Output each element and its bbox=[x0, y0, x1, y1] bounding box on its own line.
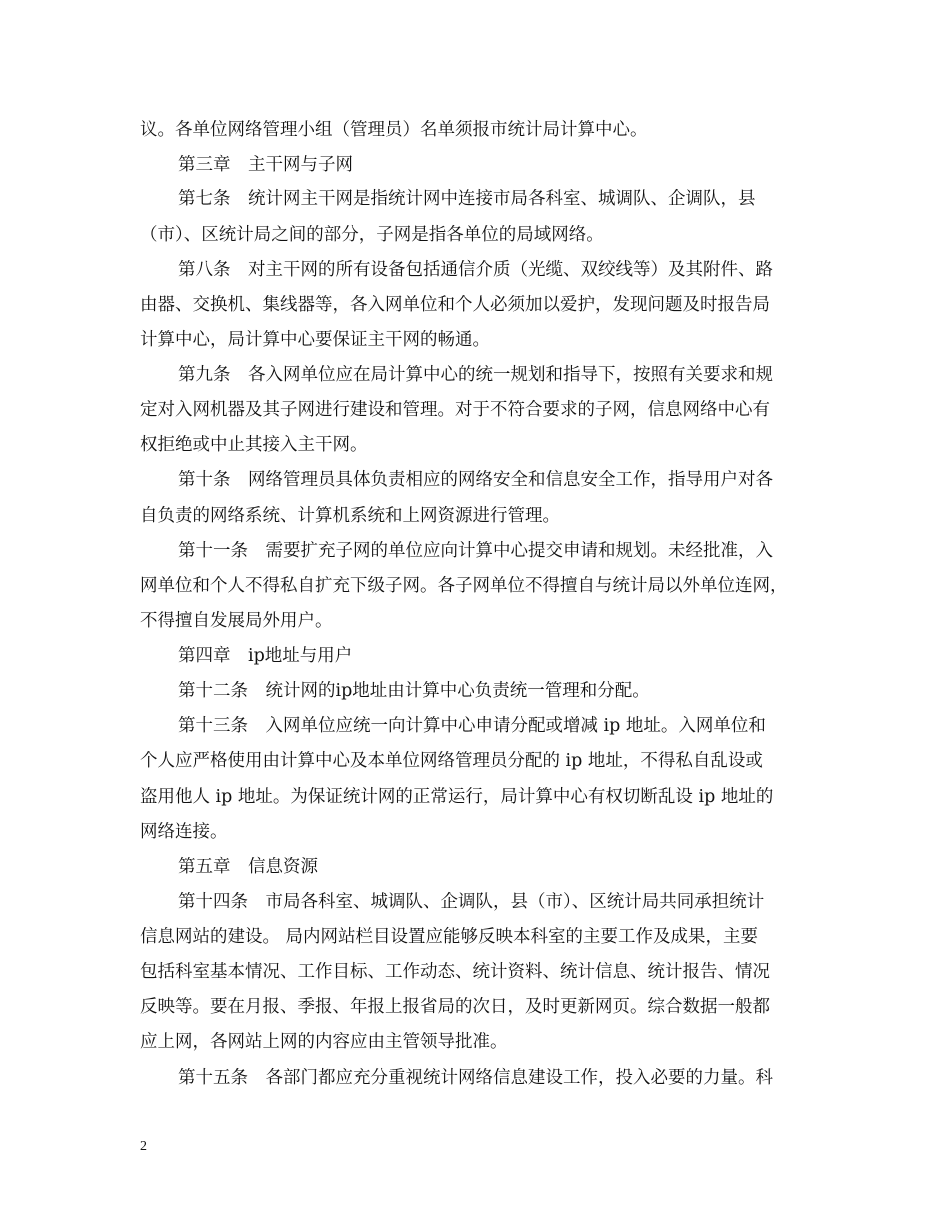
text-line: 自负责的网络系统、计算机系统和上网资源进行管理。 bbox=[140, 506, 560, 526]
text-line: 第十五条 各部门都应充分重视统计网络信息建设工作，投入必要的力量。科 bbox=[178, 1068, 773, 1088]
text-line: 第十二条 统计网的ip地址由计算中心负责统一管理和分配。 bbox=[178, 681, 650, 701]
text-line: 不得擅自发展局外用户。 bbox=[140, 611, 333, 631]
page-number: 2 bbox=[140, 1139, 147, 1154]
text-line: 由器、交换机、集线器等，各入网单位和个人必须加以爱护，发现问题及时报告局 bbox=[140, 295, 770, 315]
text-line: 包括科室基本情况、工作目标、工作动态、统计资料、统计信息、统计报告、情况 bbox=[140, 962, 770, 982]
text-line: 第九条 各入网单位应在局计算中心的统一规划和指导下，按照有关要求和规 bbox=[178, 365, 773, 385]
text-line: 信息网站的建设。 局内网站栏目设置应能够反映本科室的主要工作及成果，主要 bbox=[140, 927, 759, 947]
chapter-heading: 第四章 ip地址与用户 bbox=[178, 646, 353, 666]
text-line: 第十一条 需要扩充子网的单位应向计算中心提交申请和规划。未经批准，入 bbox=[178, 541, 773, 561]
text-line: 第十四条 市局各科室、城调队、企调队，县（市）、区统计局共同承担统计 bbox=[178, 892, 765, 912]
text-line: 网络连接。 bbox=[140, 822, 228, 842]
chapter-heading: 第三章 主干网与子网 bbox=[178, 155, 353, 175]
text-line: 盗用他人 ip 地址。为保证统计网的正常运行，局计算中心有权切断乱设 ip 地址的 bbox=[140, 787, 774, 807]
text-line: 第十三条 入网单位应统一向计算中心申请分配或增减 ip 地址。入网单位和 bbox=[178, 716, 766, 736]
text-line: （市）、区统计局之间的部分，子网是指各单位的局域网络。 bbox=[140, 225, 604, 245]
text-line: 应上网，各网站上网的内容应由主管领导批准。 bbox=[140, 1032, 508, 1052]
text-line: 第七条 统计网主干网是指统计网中连接市局各科室、城调队、企调队，县 bbox=[178, 189, 756, 209]
text-line: 网单位和个人不得私自扩充下级子网。各子网单位不得擅自与统计局以外单位连网， bbox=[140, 576, 788, 596]
text-line: 第八条 对主干网的所有设备包括通信介质（光缆、双绞线等）及其附件、路 bbox=[178, 260, 773, 280]
text-line: 计算中心，局计算中心要保证主干网的畅通。 bbox=[140, 330, 490, 350]
text-line: 反映等。要在月报、季报、年报上报省局的次日，及时更新网页。综合数据一般都 bbox=[140, 997, 770, 1017]
chapter-heading: 第五章 信息资源 bbox=[178, 857, 318, 877]
text-line: 议。各单位网络管理小组（管理员）名单须报市统计局计算中心。 bbox=[140, 120, 648, 140]
text-line: 权拒绝或中止其接入主干网。 bbox=[140, 435, 368, 455]
text-line: 第十条 网络管理员具体负责相应的网络安全和信息安全工作，指导用户对各 bbox=[178, 470, 773, 490]
text-line: 个人应严格使用由计算中心及本单位网络管理员分配的 ip 地址，不得私自乱设或 bbox=[140, 751, 763, 771]
text-line: 定对入网机器及其子网进行建设和管理。对于不符合要求的子网，信息网络中心有 bbox=[140, 400, 770, 420]
